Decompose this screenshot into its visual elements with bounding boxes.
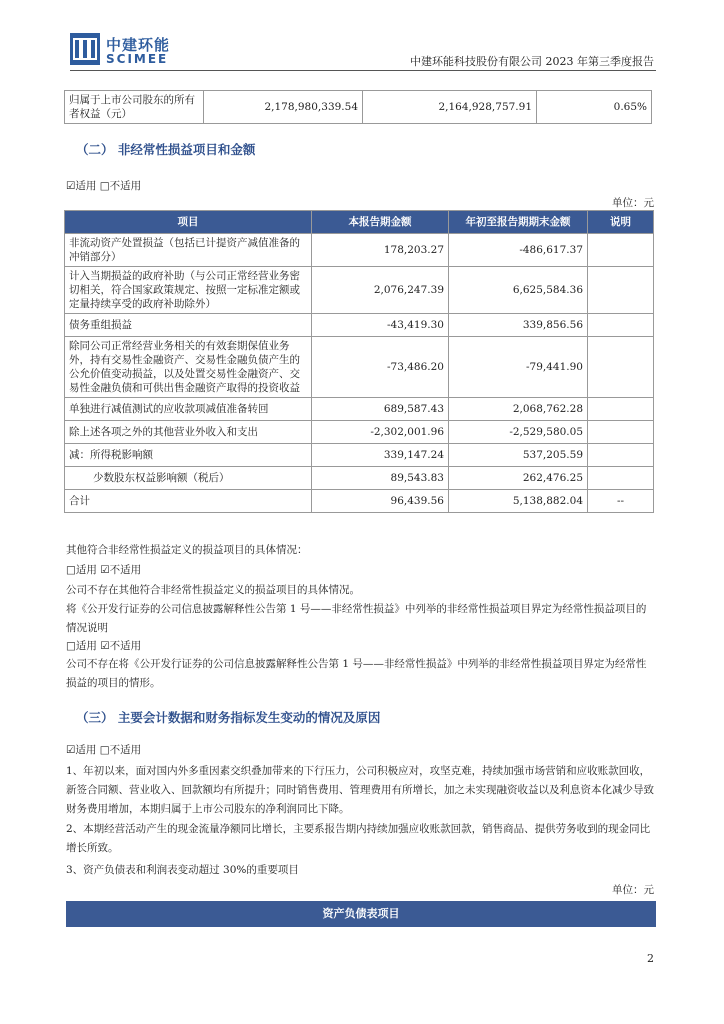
other-items-label: 其他符合非经常性损益定义的损益项目的具体情况： (66, 544, 308, 556)
paragraph: 3、资产负债表和利润表变动超过 30%的重要项目 (66, 864, 299, 876)
item-cell: 单独进行减值测试的应收款项减值准备转回 (65, 398, 312, 421)
current-cell: 96,439.56 (312, 490, 449, 513)
ytd-cell: 537,205.59 (449, 444, 588, 467)
applicable-checkbox[interactable]: □适用 ☑不适用 (66, 564, 142, 576)
column-header: 本报告期金额 (312, 211, 449, 234)
header-divider (70, 70, 656, 71)
item-cell: 计入当期损益的政府补助（与公司正常经营业务密切相关，符合国家政策规定、按照一定标准定额或定量持续享受的政府补助除外） (65, 267, 312, 314)
ytd-cell: -2,529,580.05 (449, 421, 588, 444)
ytd-cell: -79,441.90 (449, 337, 588, 398)
paragraph: 1、年初以来，面对国内外多重因素交织叠加带来的下行压力，公司积极应对，攻坚克难，持续加强市场营销和应收账款回收，新签合同额、营业收入、回款额均有所提升；同时销售费用、管理费用有所增长，加之未实现融资收益以及利息资本化减少导致财务费用增加，本期归属于上市公司股东的净利润同比下降。 (66, 765, 654, 815)
table-row (65, 444, 654, 467)
row-label: 归属于上市公司股东的所有者权益（元） (65, 91, 204, 124)
item-cell: 减：所得税影响额 (65, 444, 312, 467)
logo-chinese-name: 中建环能 (106, 36, 171, 54)
unit-label: 单位：元 (612, 197, 654, 209)
applicable-checkbox[interactable]: ☑适用 □不适用 (66, 180, 142, 192)
table-row (65, 421, 654, 444)
define-text: 公司不存在将《公开发行证券的公司信息披露解释性公告第 1 号——非经常性损益》中列举的非经常性损益项目界定为经常性损益的项目的情形。 (66, 658, 647, 689)
equity-table (64, 90, 652, 124)
note-cell (588, 337, 654, 398)
ytd-cell: 262,476.25 (449, 467, 588, 490)
unit-label: 单位：元 (612, 884, 654, 896)
current-value: 2,178,980,339.54 (204, 91, 363, 124)
item-cell: 债务重组损益 (65, 314, 312, 337)
logo-english-name: SCIMEE (106, 52, 169, 66)
note-cell: -- (588, 490, 654, 513)
table-row (65, 314, 654, 337)
define-label: 将《公开发行证券的公司信息披露解释性公告第 1 号——非经常性损益》中列举的非经常性损益项目界定为经常性损益项目的情况说明 (66, 603, 647, 634)
non-recurring-table (64, 210, 654, 513)
current-cell: 89,543.83 (312, 467, 449, 490)
current-cell: -2,302,001.96 (312, 421, 449, 444)
note-cell (588, 444, 654, 467)
current-cell: -43,419.30 (312, 314, 449, 337)
ytd-cell: 339,856.56 (449, 314, 588, 337)
section-heading: （三） 主要会计数据和财务指标发生变动的情况及原因 (76, 710, 381, 725)
note-cell (588, 398, 654, 421)
company-logo-icon (70, 33, 100, 65)
table-row (65, 467, 654, 490)
current-cell: 2,076,247.39 (312, 267, 449, 314)
ytd-cell: 2,068,762.28 (449, 398, 588, 421)
current-cell: 689,587.43 (312, 398, 449, 421)
note-cell (588, 421, 654, 444)
table-row (65, 91, 652, 124)
report-title: 中建环能科技股份有限公司 2023 年第三季度报告 (410, 55, 654, 68)
item-cell: 除同公司正常经营业务相关的有效套期保值业务外，持有交易性金融资产、交易性金融负债产生的公允价值变动损益，以及处置交易性金融资产、交易性金融负债和可供出售金融资产取得的投资收益 (65, 337, 312, 398)
note-cell (588, 267, 654, 314)
table-row (65, 490, 654, 513)
current-cell: 178,203.27 (312, 234, 449, 267)
table-header-row (65, 211, 654, 234)
change-value: 0.65% (537, 91, 652, 124)
item-cell: 合计 (65, 490, 312, 513)
ytd-cell: 5,138,882.04 (449, 490, 588, 513)
column-header: 说明 (588, 211, 654, 234)
current-cell: -73,486.20 (312, 337, 449, 398)
previous-value: 2,164,928,757.91 (363, 91, 537, 124)
other-items-text: 公司不存在其他符合非经常性损益定义的损益项目的具体情况。 (66, 584, 360, 596)
page-number: 2 (647, 952, 654, 965)
ytd-cell: 6,625,584.36 (449, 267, 588, 314)
applicable-checkbox[interactable]: □适用 ☑不适用 (66, 640, 142, 652)
item-cell: 除上述各项之外的其他营业外收入和支出 (65, 421, 312, 444)
table-row (65, 337, 654, 398)
balance-sheet-header: 资产负债表项目 (66, 901, 656, 927)
section-heading: （二） 非经常性损益项目和金额 (76, 142, 256, 157)
table-row (65, 398, 654, 421)
note-cell (588, 234, 654, 267)
current-cell: 339,147.24 (312, 444, 449, 467)
table-row (65, 234, 654, 267)
column-header: 项目 (65, 211, 312, 234)
item-cell: 非流动资产处置损益（包括已计提资产减值准备的冲销部分） (65, 234, 312, 267)
applicable-checkbox[interactable]: ☑适用 □不适用 (66, 744, 142, 756)
column-header: 年初至报告期期末金额 (449, 211, 588, 234)
note-cell (588, 467, 654, 490)
note-cell (588, 314, 654, 337)
ytd-cell: -486,617.37 (449, 234, 588, 267)
table-row (65, 267, 654, 314)
paragraph: 2、本期经营活动产生的现金流量净额同比增长，主要系报告期内持续加强应收账款回款，销售商品、提供劳务收到的现金同比增长所致。 (66, 823, 651, 854)
item-cell: 少数股东权益影响额（税后） (65, 467, 312, 490)
